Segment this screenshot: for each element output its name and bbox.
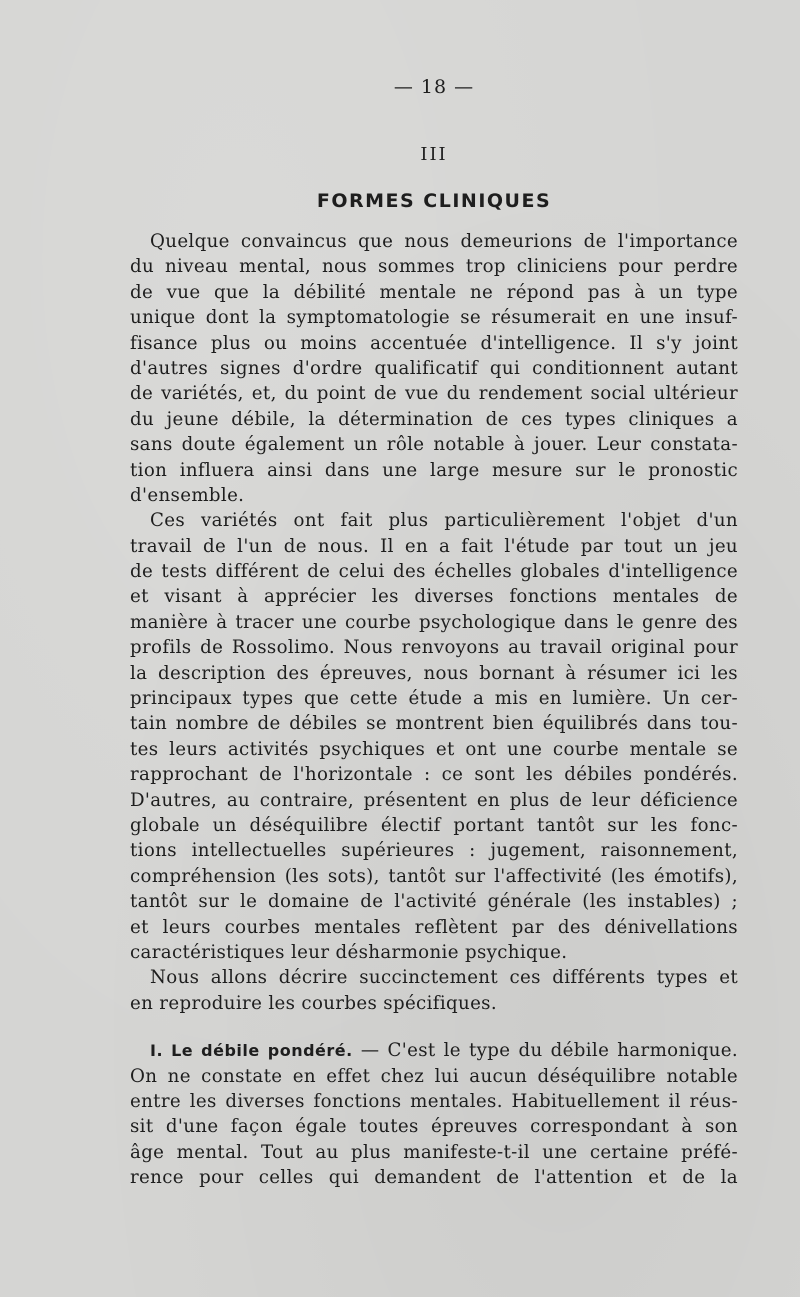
text-line: de vue que la débilité mentale ne répond pas à un type (130, 281, 738, 303)
text-line: travail de l'un de nous. Il en a fait l'étude par tout un jeu (130, 535, 738, 557)
text-line: du niveau mental, nous sommes trop cliniciens pour perdre (130, 256, 738, 278)
text-line: âge mental. Tout au plus manifeste-t-il une certaine préfé- (130, 1141, 738, 1163)
text-line: du jeune débile, la détermination de ces types cliniques a (130, 408, 738, 430)
text-line: fisance plus ou moins accentuée d'intelligence. Il s'y joint (130, 332, 738, 354)
text-line: et leurs courbes mentales reflètent par des dénivellations (130, 916, 738, 938)
text-line: principaux types que cette étude a mis en lumière. Un cer- (130, 688, 738, 710)
text-line: rapprochant de l'horizontale : ce sont les débiles pondérés. (130, 764, 738, 786)
text-line: sit d'une façon égale toutes épreuves correspondant à son (130, 1116, 738, 1138)
section-first-line (130, 1038, 738, 1063)
text-line: la description des épreuves, nous bornant à résumer ici les (130, 662, 738, 684)
text-line: tes leurs activités psychiques et ont une courbe mentale se (130, 738, 738, 760)
text-line: profils de Rossolimo. Nous renvoyons au travail original pour (130, 637, 738, 659)
text-line: On ne constate en effet chez lui aucun déséquilibre notable (130, 1065, 738, 1087)
text-line: tantôt sur le domaine de l'activité générale (les instables) ; (130, 891, 738, 913)
text-line: Ces variétés ont fait plus particulièrement l'objet d'un (150, 510, 738, 532)
text-line: en reproduire les courbes spécifiques. (130, 992, 497, 1014)
section-gap (130, 1016, 738, 1038)
text-line: tain nombre de débiles se montrent bien équilibrés dans tou- (130, 713, 738, 735)
chapter-number: III (420, 144, 448, 165)
text-line: unique dont la symptomatologie se résumerait en une insuf- (130, 307, 738, 329)
text-line: globale un déséquilibre électif portant tantôt sur les fonc- (130, 814, 738, 836)
section-heading-text: — C'est le type du débile harmonique. (352, 1040, 739, 1062)
text-line: de variétés, et, du point de vue du rendement social ultérieur (130, 383, 738, 405)
text-line: compréhension (les sots), tantôt sur l'affectivité (les émotifs), (130, 865, 738, 887)
text-line: d'ensemble. (130, 484, 245, 506)
section-heading: I. Le débile pondéré. (150, 1041, 353, 1061)
page-number: — 18 — (393, 76, 475, 98)
text-line: Quelque convaincus que nous demeurions de l'importance (150, 231, 738, 252)
text-line: tion influera ainsi dans une large mesure sur le pronostic (130, 459, 738, 481)
text-line: tions intellectuelles supérieures : jugement, raisonnement, (130, 840, 738, 862)
text-line: entre les diverses fonctions mentales. Habituellement il réus- (130, 1090, 738, 1112)
text-line: de tests différent de celui des échelles globales d'intelligence (130, 561, 738, 583)
body-text (130, 229, 738, 1190)
text-line: caractéristiques leur désharmonie psychique. (130, 941, 568, 963)
text-line: rence pour celles qui demandent de l'attention et de la (130, 1167, 738, 1189)
text-line: manière à tracer une courbe psychologique dans le genre des (130, 611, 738, 633)
text-line: et visant à apprécier les diverses fonctions mentales de (130, 586, 738, 608)
text-line: sans doute également un rôle notable à jouer. Leur constata- (130, 434, 738, 456)
chapter-title: FORMES CLINIQUES (316, 190, 552, 212)
text-line: d'autres signes d'ordre qualificatif qui conditionnent autant (130, 357, 738, 379)
text-line: Nous allons décrire succinctement ces différents types et (150, 967, 738, 989)
text-line: D'autres, au contraire, présentent en plus de leur déficience (130, 789, 738, 811)
